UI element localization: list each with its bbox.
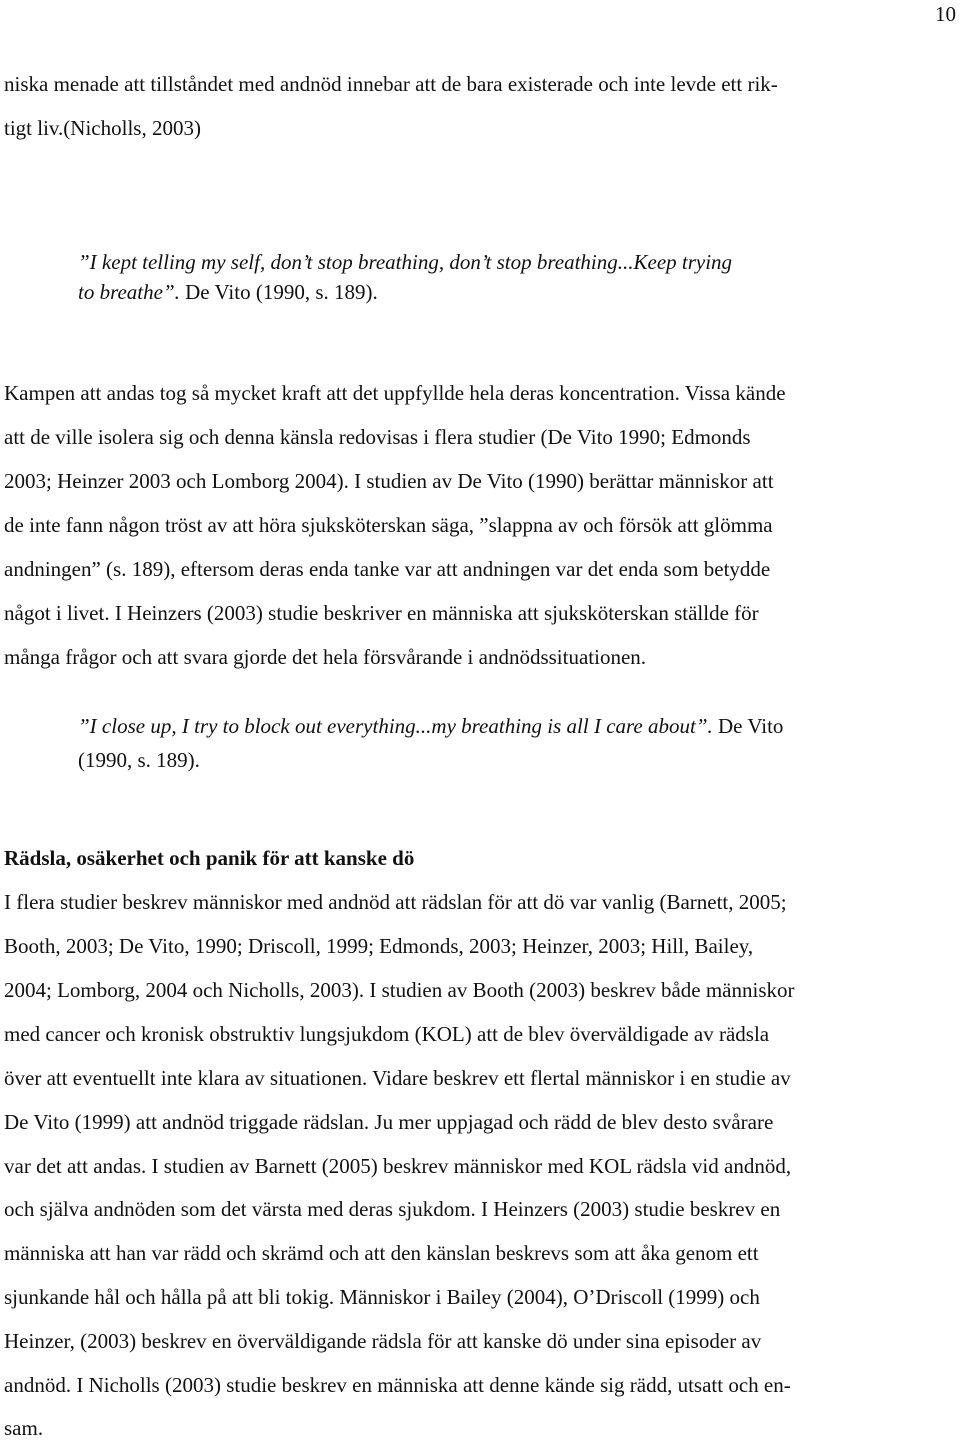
text-line: att de ville isolera sig och denna känsla redovisas i flera studier (De Vito 1990; Edmonds <box>4 425 751 449</box>
text-line: niska menade att tillståndet med andnöd innebar att de bara existerade och inte levde ett rik- <box>4 72 778 96</box>
quote-citation: De Vito (1990, s. 189). <box>179 280 378 304</box>
text-line: över att eventuellt inte klara av situationen. Vidare beskrev ett flertal människor i en studie av <box>4 1066 791 1090</box>
text-line: 2004; Lomborg, 2004 och Nicholls, 2003). I studien av Booth (2003) beskrev både människor <box>4 978 795 1002</box>
text-line: sam. <box>4 1416 44 1440</box>
text-line: Heinzer, (2003) beskrev en överväldigande rädsla för att kanske dö under sina episoder av <box>4 1329 762 1353</box>
text-line: något i livet. I Heinzers (2003) studie beskriver en människa att sjuksköterskan ställde för <box>4 601 759 625</box>
text-line: andnöd. I Nicholls (2003) studie beskrev en människa att denne kände sig rädd, utsatt och en- <box>4 1373 791 1397</box>
text-line: Booth, 2003; De Vito, 1990; Driscoll, 1999; Edmonds, 2003; Heinzer, 2003; Hill, Bailey, <box>4 934 754 958</box>
text-line: sjunkande hål och hålla på att bli tokig. Människor i Bailey (2004), O’Driscoll (1999) och <box>4 1285 760 1309</box>
quote-text: ”I kept telling my self, don’t stop breathing, don’t stop breathing...Keep trying <box>78 250 733 274</box>
text-line: I flera studier beskrev människor med andnöd att rädslan för att dö var vanlig (Barnett, 2005; <box>4 890 787 914</box>
text-line: människa att han var rädd och skrämd och att den känslan beskrevs som att åka genom ett <box>4 1241 759 1265</box>
text-line: tigt liv.(Nicholls, 2003) <box>4 116 201 140</box>
text-line: många frågor och att svara gjorde det hela försvårande i andnödssituationen. <box>4 645 647 669</box>
quote-text: ”I close up, I try to block out everything...my breathing is all I care about”. <box>78 714 713 738</box>
quote-citation: De Vito <box>712 714 784 738</box>
text-line: och själva andnöden som det värsta med deras sjukdom. I Heinzers (2003) studie beskrev en <box>4 1197 781 1221</box>
text-line: de inte fann någon tröst av att höra sjuksköterskan säga, ”slappna av och försök att glömma <box>4 513 773 537</box>
text-line: var det att andas. I studien av Barnett (2005) beskrev människor med KOL rädsla vid andnöd, <box>4 1154 792 1178</box>
quote-line <box>78 280 378 305</box>
text-line: med cancer och kronisk obstruktiv lungsjukdom (KOL) att de blev överväldigade av rädsla <box>4 1022 770 1046</box>
quote-line <box>78 250 732 275</box>
section-heading: Rädsla, osäkerhet och panik för att kanske dö <box>4 846 415 870</box>
text-line: 2003; Heinzer 2003 och Lomborg 2004). I studien av De Vito (1990) berättar människor att <box>4 469 774 493</box>
quote-citation: (1990, s. 189). <box>78 748 200 772</box>
text-line: Kampen att andas tog så mycket kraft att det uppfyllde hela deras koncentration. Vissa kände <box>4 381 786 405</box>
quote-line <box>78 714 783 739</box>
quote-text: to breathe”. <box>78 280 180 304</box>
page-number: 10 <box>935 2 956 26</box>
text-line: andningen” (s. 189), eftersom deras enda tanke var att andningen var det enda som betydde <box>4 557 771 581</box>
text-line: De Vito (1999) att andnöd triggade rädslan. Ju mer uppjagad och rädd de blev desto svårare <box>4 1110 774 1134</box>
